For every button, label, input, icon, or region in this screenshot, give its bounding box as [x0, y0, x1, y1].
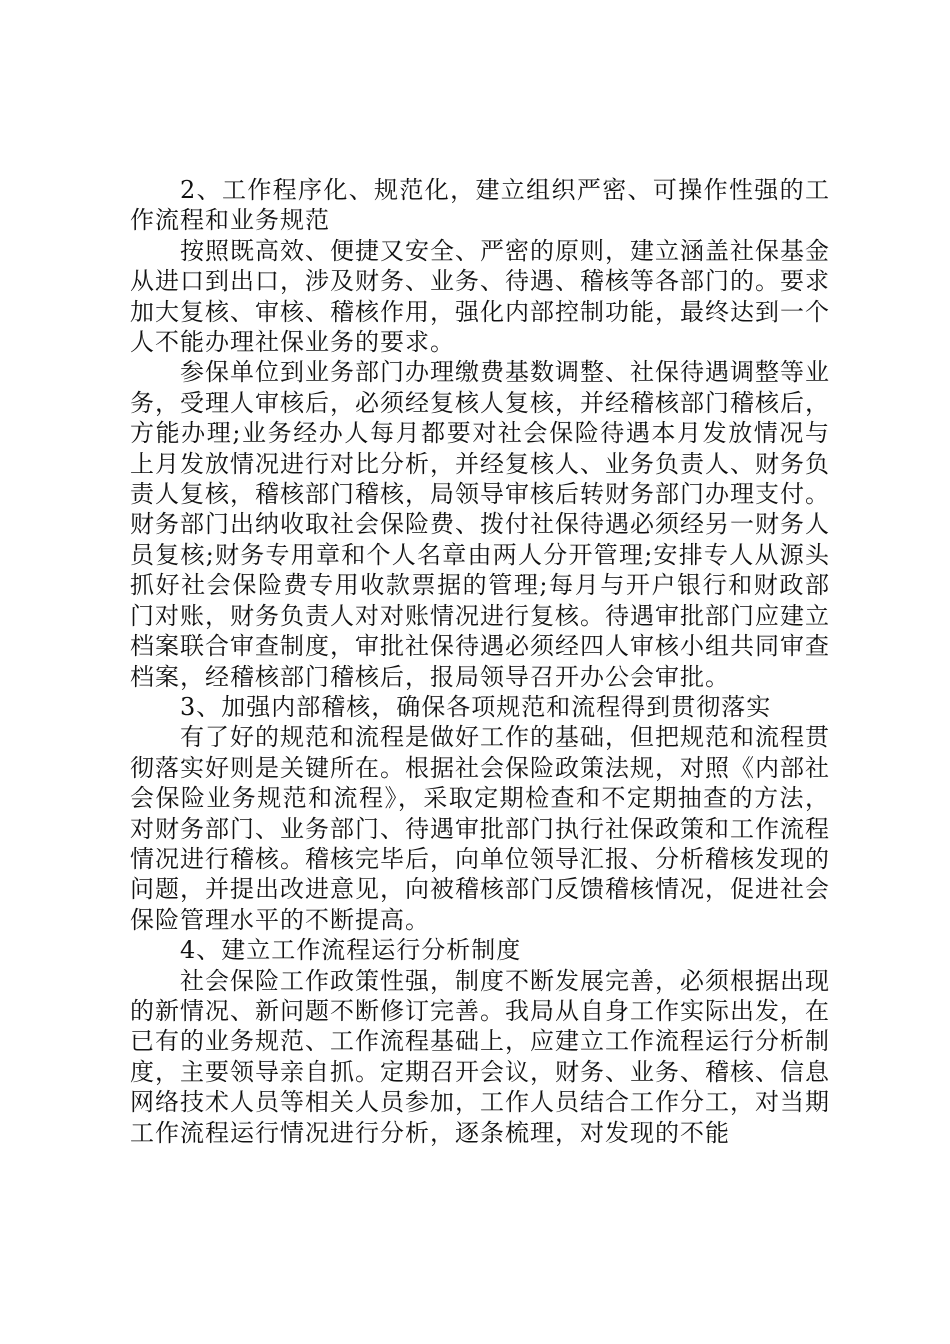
document-body	[130, 175, 830, 1148]
paragraph-principles: 按照既高效、便捷又安全、严密的原则，建立涵盖社保基金从进口到出口，涉及财务、业务、待遇、稽核等各部门的。要求加大复核、审核、稽核作用，强化内部控制功能，最终达到一个人不能办理社保业务的要求。	[130, 236, 830, 357]
paragraph-procedures: 参保单位到业务部门办理缴费基数调整、社保待遇调整等业务，受理人审核后，必须经复核人复核，并经稽核部门稽核后，方能办理;业务经办人每月都要对社会保险待遇本月发放情况与上月发放情况进行对比分析，并经复核人、业务负责人、财务负责人复核，稽核部门稽核，局领导审核后转财务部门办理支付。财务部门出纳收取社会保险费、拨付社保待遇必须经另一财务人员复核;财务专用章和个人名章由两人分开管理;安排专人从源头抓好社会保险费专用收款票据的管理;每月与开户银行和财政部门对账，财务负责人对对账情况进行复核。待遇审批部门应建立档案联合审查制度，审批社保待遇必须经四人审核小组共同审查档案，经稽核部门稽核后，报局领导召开办公会审批。	[130, 358, 830, 691]
heading-section-3: 3、加强内部稽核，确保各项规范和流程得到贯彻落实	[180, 692, 772, 721]
paragraph-analysis: 社会保险工作政策性强，制度不断发展完善，必须根据出现的新情况、新问题不断修订完善。我局从自身工作实际出发，在已有的业务规范、工作流程基础上，应建立工作流程运行分析制度，主要领导亲自抓。定期召开会议，财务、业务、稽核、信息网络技术人员等相关人员参加，工作人员结合工作分工，对当期工作流程运行情况进行分析，逐条梳理，对发现的不能	[130, 966, 830, 1147]
heading-section-2: 2、工作程序化、规范化，建立组织严密、可操作性强的工作流程和业务规范	[130, 176, 830, 235]
heading-section-4: 4、建立工作流程运行分析制度	[180, 936, 522, 965]
paragraph-audit: 有了好的规范和流程是做好工作的基础，但把规范和流程贯彻落实好则是关键所在。根据社会保险政策法规，对照《内部社会保险业务规范和流程》，采取定期检查和不定期抽查的方法，对财务部门、业务部门、待遇审批部门执行社保政策和工作流程情况进行稽核。稽核完毕后，向单位领导汇报、分析稽核发现的问题，并提出改进意见，向被稽核部门反馈稽核情况，促进社会保险管理水平的不断提高。	[130, 723, 830, 934]
